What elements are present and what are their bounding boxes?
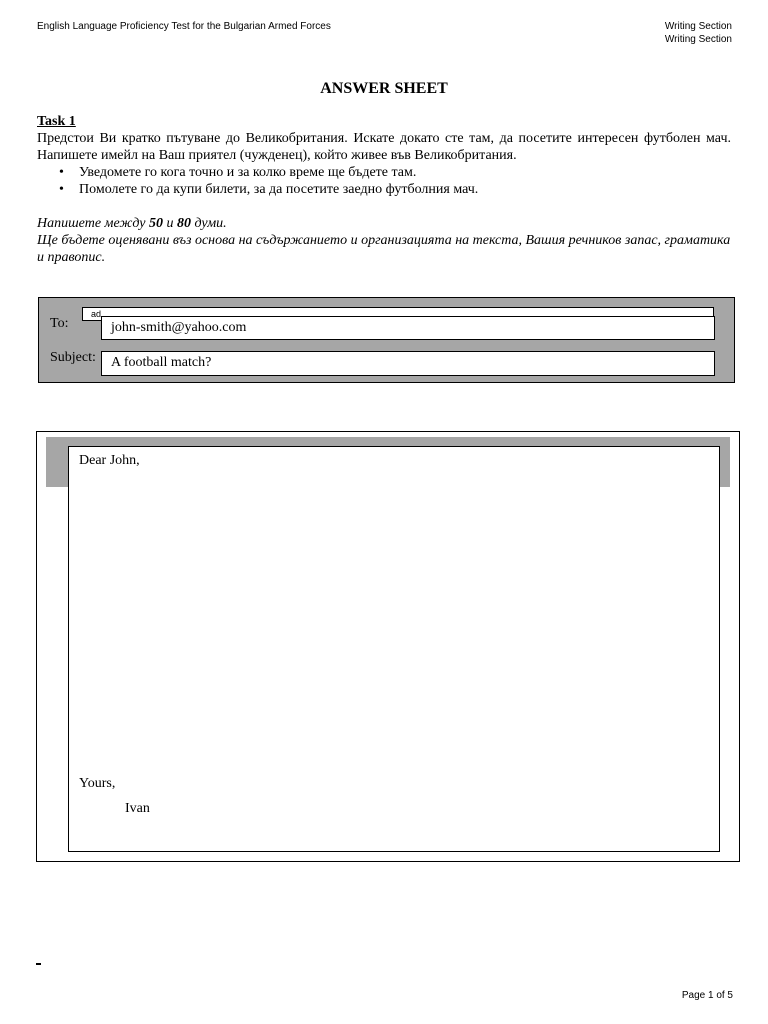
letter-body-field[interactable] bbox=[68, 446, 720, 852]
task-bullet: • Помолете го да купи билети, за да посетите заедно футболния мач. bbox=[79, 181, 731, 198]
task-bullets bbox=[37, 164, 731, 198]
task-bullet: • Уведомете го кога точно и за колко време ще бъдете там. bbox=[79, 164, 731, 181]
min-words: 50 bbox=[148, 216, 163, 231]
to-field[interactable]: john-smith@yahoo.com bbox=[101, 316, 715, 340]
task-label: Task 1 bbox=[37, 114, 76, 129]
document-header-section bbox=[665, 20, 732, 46]
instruction-text: и bbox=[162, 216, 177, 231]
page-title: ANSWER SHEET bbox=[320, 80, 448, 97]
underlying-address-field: ad bbox=[82, 307, 714, 321]
section-label-repeat: Writing Section bbox=[664, 34, 732, 45]
letter-signature: Ivan bbox=[125, 801, 150, 816]
letter-closing: Yours, bbox=[79, 776, 116, 791]
grading-instruction: Ще бъдете оценявани въз основа на съдържанието и организацията на текста, Вашия речников запас, граматика и правопис. bbox=[37, 233, 731, 265]
task-description: Предстои Ви кратко пътуване до Великобритания. Искате докато сте там, да посетите интересен футболен мач. Напишете имейл на Ваш приятел (чужденец), който живее във Великобритания. bbox=[37, 131, 731, 163]
word-count-instruction bbox=[37, 215, 731, 232]
section-label: Writing Section bbox=[664, 21, 732, 32]
max-words: 80 bbox=[176, 216, 191, 231]
letter-greeting: Dear John, bbox=[79, 453, 140, 468]
footer-mark bbox=[36, 963, 41, 965]
instruction-text: думи. bbox=[190, 216, 227, 231]
subject-field[interactable]: A football match? bbox=[101, 351, 715, 376]
page-number: Page 1 of 5 bbox=[681, 990, 733, 1001]
task-block bbox=[37, 113, 731, 266]
subject-label: Subject: bbox=[50, 350, 96, 365]
instructions bbox=[37, 215, 731, 266]
instruction-text: Напишете между bbox=[37, 216, 149, 231]
to-label: To: bbox=[50, 316, 69, 331]
document-header-title: English Language Proficiency Test for the Bulgarian Armed Forces bbox=[37, 21, 331, 32]
